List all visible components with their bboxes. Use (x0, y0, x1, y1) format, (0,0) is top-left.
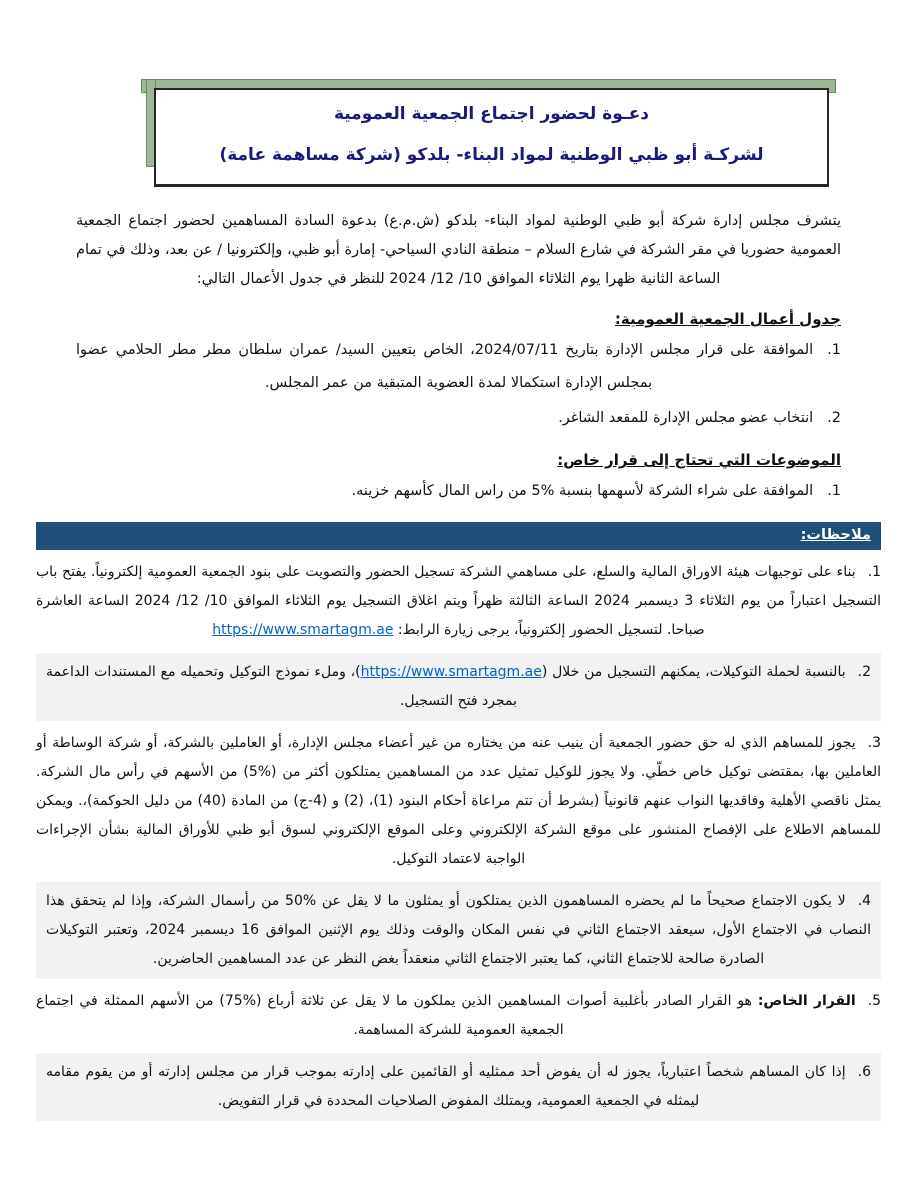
note-item-1 (36, 558, 881, 645)
note-5-text: هو القرار الصادر بأغلبية أصوات المساهمين الذين يملكون ما لا يقل عن ثلاثة أرباع (%75) من الأسهم الممثلة في اجتماع الجمعية العمومية للشركة المساهمة. (36, 993, 758, 1039)
smartagm-link[interactable]: https://www.smartagm.ae (212, 622, 394, 639)
title-box (154, 88, 829, 187)
special-item-1 (76, 475, 841, 508)
document-title-line2: لشركـة أبو ظبي الوطنية لمواد البناء- بلدكو (شركة مساهمة عامة) (219, 145, 764, 166)
special-item-1-text: الموافقة على شراء الشركة لأسهمها بنسبة %5 من راس المال كأسهم خزينه. (351, 483, 814, 500)
agenda-list (76, 334, 841, 435)
notes-section-bar (36, 522, 881, 550)
note-2-text-before-link: بالنسبة لحملة التوكيلات، يمكنهم التسجيل من خلال ( (541, 664, 846, 681)
note-3-text: يجوز للمساهم الذي له حق حضور الجمعية أن ينيب عنه من يختاره من غير أعضاء مجلس الإدارة، أو العاملين بالشركة، أو شركة الوساطة أو العاملين بها، بمقتضى توكيل خاص خطّي. ولا يجوز للوكيل تمثيل عدد من المساهمين يمتلكون أكثر من (%5) من الأسهم في رأس مال الشركة. يمثل ناقصي الأهلية وفاقديها النواب عنهم قانونياً (بشرط أن تتم مراعاة أحكام البنود (1)، (2) و (4-ج) من المادة (40) من دليل الحوكمة)،. ويمكن للمساهم الاطلاع على الإفصاح المنشور على موقع الشركة الإلكتروني وعلى الموقع الإلكتروني لسوق أبو ظبي للأوراق المالية بشأن الإجراءات الواجبة لاعتماد التوكيل. (36, 735, 882, 868)
agenda-heading: جدول أعمال الجمعية العمومية: (614, 310, 841, 329)
intro-paragraph: يتشرف مجلس إدارة شركة أبو ظبي الوطنية لمواد البناء- بلدكو (ش.م.ع) بدعوة السادة المساهمين لحضور اجتماع الجمعية العمومية حضوريا في مقر الشركة في شارع السلام – منطقة النادي السياحي- إمارة أبو ظبي، وإلكترونيا / عن بعد، وذلك في تمام الساعة الثانية ظهرا يوم الثلاثاء الموافق 10/ 12/ 2024 للنظر في جدول الأعمال التالي: (76, 213, 841, 288)
agenda-item-2 (76, 402, 841, 435)
note-6-text: إذا كان المساهم شخصاً اعتبارياً، يجوز له أن يفوض أحد ممثليه أو القائمين على إدارته بموجب قرار من مجلس إدارته أو من يقوم مقامه ليمثله في الجمعية العمومية، ويمتلك المفوض الصلاحيات المحددة في قرار التفويض. (46, 1064, 846, 1110)
notes-list (36, 558, 881, 1121)
note-5-bold-lead: القرار الخاص: (757, 993, 856, 1010)
document-title-line1: دعـوة لحضور اجتماع الجمعية العمومية (333, 104, 650, 124)
special-resolutions-heading: الموضوعات التي تحتاج إلى قرار خاص: (557, 451, 841, 470)
agenda-item-2-text: انتخاب عضو مجلس الإدارة للمقعد الشاغر. (558, 410, 814, 427)
note-item-6 (36, 1053, 881, 1121)
note-3-number: 3. (867, 735, 881, 752)
title-box-inner (154, 88, 829, 187)
notes-bar-label: ملاحظات: (800, 527, 871, 544)
note-4-text: لا يكون الاجتماع صحيحاً ما لم يحضره المساهمون الذين يمتلكون أو يمثلون ما لا يقل عن %50 من رأسمال الشركة، وإذا لم يتحقق هذا النصاب في الاجتماع الأول، سيعقد الاجتماع الثاني في نفس المكان والوقت وذلك يوم الإثنين الموافق 16 ديسمبر 2024، وتعتبر التوكيلات الصادرة صالحة للاجتماع الثاني، كما يعتبر الاجتماع الثاني منعقداً بغض النظر عن عدد المساهمين الحاضرين. (46, 893, 871, 968)
note-item-2 (36, 653, 881, 721)
special-item-1-number: 1. (827, 483, 841, 500)
special-resolutions-list (76, 475, 841, 508)
agenda-item-2-number: 2. (827, 410, 841, 427)
note-1-number: 1. (867, 564, 881, 581)
note-item-4 (36, 882, 881, 979)
note-2-text-after-link: )، وملء نموذج التوكيل وتحميله مع المستندات الداعمة بمجرد فتح التسجيل. (46, 664, 518, 710)
smartagm-link-2[interactable]: https://www.smartagm.ae (360, 664, 542, 681)
agenda-item-1-text: الموافقة على قرار مجلس الإدارة بتاريخ 2024/07/11، الخاص بتعيين السيد/ عمران سلطان مطر مطر الحلامي عضوا بمجلس الإدارة استكمالا لمدة العضوية المتبقية من عمر المجلس. (76, 342, 814, 392)
note-item-3 (36, 729, 881, 874)
note-2-number: 2. (857, 664, 871, 681)
note-6-number: 6. (857, 1064, 871, 1081)
agenda-item-1-number: 1. (827, 342, 841, 359)
note-5-number: 5. (867, 993, 882, 1010)
note-1-text: بناء على توجيهات هيئة الاوراق المالية والسلع، على مساهمي الشركة تسجيل الحضور والتصويت على بنود الجمعية العمومية إلكترونياً. يفتح باب التسجيل اعتباراً من يوم الثلاثاء 3 ديسمبر 2024 الساعة الثالثة ظهراً ويتم اغلاق التسجيل يوم الثلاثاء الموافق 10/ 12/ 2024 الساعة العاشرة صباحا. لتسجيل الحضور إلكترونياً، يرجى زيارة الرابط: (36, 564, 881, 639)
note-item-5 (36, 987, 881, 1045)
note-4-number: 4. (857, 893, 871, 910)
agenda-item-1 (76, 334, 841, 400)
